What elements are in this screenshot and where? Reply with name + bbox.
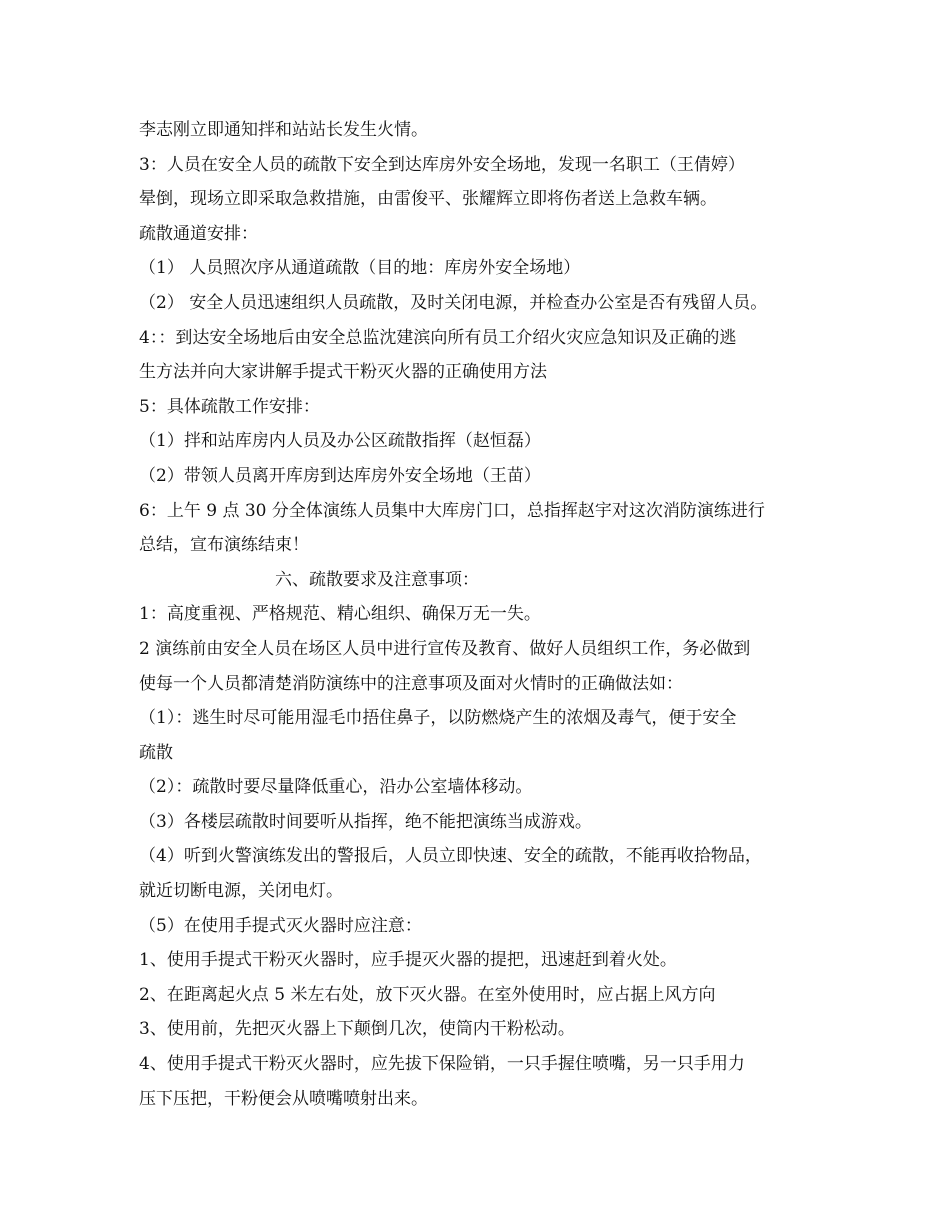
text-line: 疏散通道安排： <box>139 223 258 244</box>
text-line: （5）在使用手提式灭火器时应注意： <box>139 915 422 936</box>
text-line: 生方法并向大家讲解手提式干粉灭火器的正确使用方法 <box>139 362 547 383</box>
text-line: （3）各楼层疏散时间要听从指挥，绝不能把演练当成游戏。 <box>139 811 592 832</box>
text-line: 4：：到达安全场地后由安全总监沈建滨向所有员工介绍火灾应急知识及正确的逃 <box>139 327 737 348</box>
text-line: 使每一个人员都清楚消防演练中的注意事项及面对火情时的正确做法如： <box>139 673 683 694</box>
text-line: 就近切断电源，关闭电灯。 <box>139 881 343 902</box>
text-line: 3、使用前，先把灭火器上下颠倒几次，使筒内干粉松动。 <box>139 1019 575 1040</box>
text-line: 2、在距离起火点 5 米左右处，放下灭火器。在室外使用时，应占据上风方向 <box>139 984 716 1005</box>
text-line: 李志刚立即通知拌和站站长发生火情。 <box>139 120 428 140</box>
section-heading: 六、疏散要求及注意事项： <box>275 569 479 590</box>
text-line: 2 演练前由安全人员在场区人员中进行宣传及教育、做好人员组织工作，务必做到 <box>139 638 751 659</box>
text-line: 4、使用手提式干粉灭火器时，应先拔下保险销，一只手握住喷嘴，另一只手用力 <box>139 1054 745 1075</box>
text-line: （1）：逃生时尽可能用湿毛巾捂住鼻子，以防燃烧产生的浓烟及毒气，便于安全 <box>139 708 737 729</box>
text-line: 总结，宣布演练结束！ <box>139 535 309 556</box>
text-line: （2） 安全人员迅速组织人员疏散，及时关闭电源，并检查办公室是否有残留人员。 <box>139 292 768 313</box>
text-line: 6：上午 9 点 30 分全体演练人员集中大库房门口，总指挥赵宇对这次消防演练进行 <box>139 500 765 521</box>
text-line: 3：人员在安全人员的疏散下安全到达库房外安全场地，发现一名职工（王倩婷） <box>139 154 745 175</box>
text-line: 1、使用手提式干粉灭火器时，应手提灭火器的提把，迅速赶到着火处。 <box>139 950 677 971</box>
text-line: 疏散 <box>139 742 173 763</box>
text-line: 晕倒，现场立即采取急救措施，由雷俊平、张耀辉立即将伤者送上急救车辆。 <box>139 189 717 210</box>
text-line: 压下压把，干粉便会从喷嘴喷射出来。 <box>139 1088 428 1109</box>
text-line: （4）听到火警演练发出的警报后，人员立即快速、安全的疏散，不能再收拾物品， <box>139 846 762 867</box>
text-line: （1）拌和站库房内人员及办公区疏散指挥（赵恒磊） <box>139 431 541 452</box>
text-line: （2）：疏散时要尽量降低重心，沿办公室墙体移动。 <box>139 777 533 798</box>
text-line: （1） 人员照次序从通道疏散（目的地：库房外安全场地） <box>139 258 581 279</box>
text-line: （2）带领人员离开库房到达库房外安全场地（王苗） <box>139 465 541 486</box>
text-line: 1：高度重视、严格规范、精心组织、确保万无一失。 <box>139 604 541 625</box>
document-body <box>139 113 839 1116</box>
text-line: 5：具体疏散工作安排： <box>139 396 320 417</box>
